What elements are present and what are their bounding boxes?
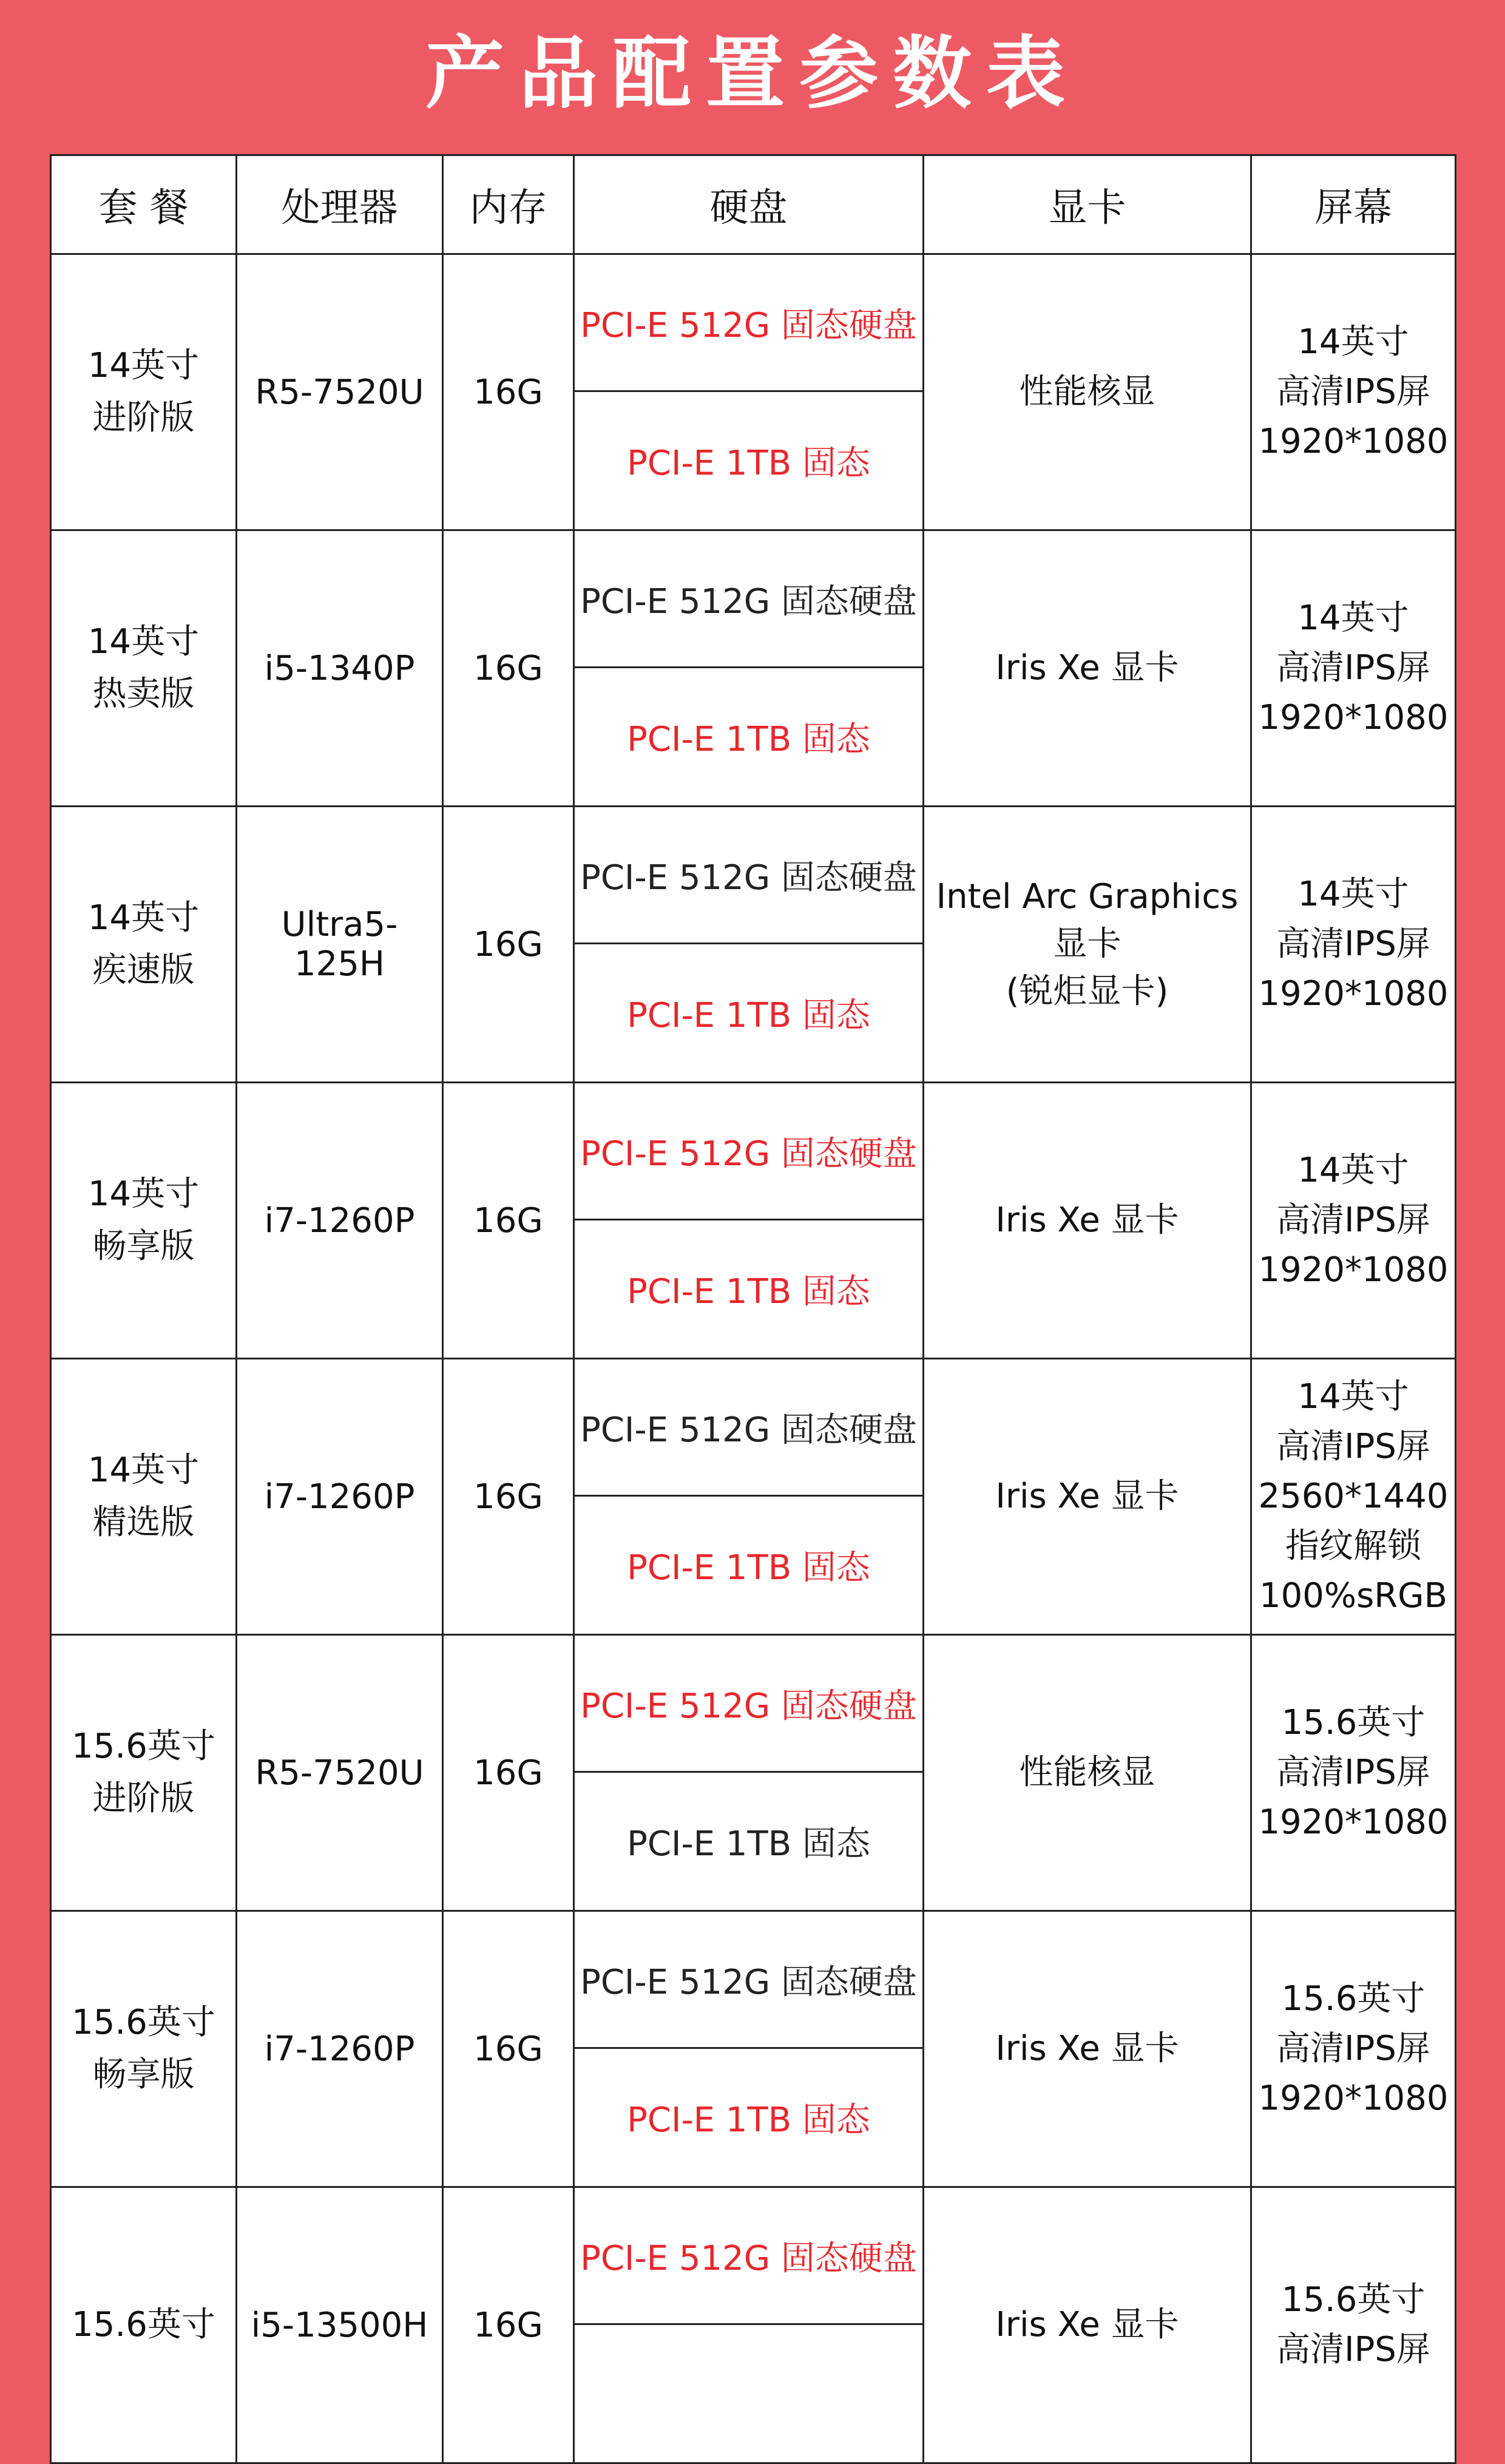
table-row	[51, 254, 1456, 530]
screen-line: 高清IPS屏	[1276, 2029, 1430, 2068]
disk-option-512g: PCI-E 512G 固态硬盘	[575, 1636, 922, 1773]
disk-cell	[574, 1359, 924, 1635]
gpu-line: 性能核显	[1019, 1753, 1155, 1792]
gpu-cell	[924, 1083, 1251, 1359]
header-disk: 硬盘	[574, 155, 924, 254]
screen-line: 指纹解锁	[1285, 1526, 1421, 1566]
ram-cell: 16G	[443, 530, 574, 807]
gpu-line: Iris Xe 显卡	[995, 2305, 1179, 2344]
cpu-cell: i5-13500H	[237, 2187, 443, 2463]
table-row	[51, 807, 1456, 1083]
plan-line: 15.6英寸	[72, 1727, 215, 1766]
screen-cell	[1251, 1635, 1456, 1911]
screen-cell	[1251, 1359, 1456, 1635]
disk-option-512g: PCI-E 512G 固态硬盘	[575, 531, 922, 668]
table-row	[51, 1911, 1456, 2187]
ram-cell: 16G	[443, 2187, 574, 2463]
plan-line: 15.6英寸	[72, 2305, 215, 2344]
plan-line: 畅享版	[92, 1227, 195, 1266]
screen-line: 高清IPS屏	[1276, 648, 1430, 688]
plan-cell	[51, 1083, 237, 1359]
screen-cell	[1251, 1911, 1456, 2187]
disk-options	[575, 807, 922, 1081]
disk-cell	[574, 254, 924, 530]
disk-option-1tb: PCI-E 1TB 固态	[627, 1824, 870, 1864]
screen-line: 14英寸	[1297, 1377, 1409, 1416]
plan-line: 15.6英寸	[72, 2003, 215, 2042]
cpu-cell: R5-7520U	[237, 1635, 443, 1911]
screen-line: 14英寸	[1297, 875, 1409, 914]
screen-line: 高清IPS屏	[1276, 372, 1430, 411]
gpu-cell	[924, 1911, 1251, 2187]
plan-cell	[51, 254, 237, 530]
screen-line: 1920*1080	[1258, 1250, 1449, 1290]
page-title: 产品配置参数表	[425, 27, 1080, 120]
plan-cell	[51, 807, 237, 1083]
screen-line: 15.6英寸	[1281, 2280, 1426, 2320]
disk-options	[575, 255, 922, 529]
disk-options	[575, 1912, 922, 2186]
disk-cell	[574, 530, 924, 807]
plan-cell	[51, 2187, 237, 2463]
header-plan: 套 餐	[51, 155, 237, 254]
disk-option-512g: PCI-E 512G 固态硬盘	[575, 1359, 922, 1497]
disk-option-1tb: PCI-E 1TB 固态	[627, 720, 870, 759]
disk-option-1tb: PCI-E 1TB 固态	[627, 2100, 870, 2140]
gpu-line: Intel Arc Graphics显卡	[936, 877, 1239, 964]
plan-line: 14英寸	[87, 1174, 200, 1214]
gpu-line: 性能核显	[1019, 372, 1155, 411]
gpu-cell	[924, 1635, 1251, 1911]
ram-cell: 16G	[443, 1083, 574, 1359]
screen-cell	[1251, 807, 1456, 1083]
plan-cell	[51, 1635, 237, 1911]
ram-cell: 16G	[443, 1359, 574, 1635]
gpu-line: Iris Xe 显卡	[995, 1477, 1179, 1516]
plan-line: 疾速版	[92, 950, 195, 990]
table-row	[51, 2187, 1456, 2463]
disk-option-512g: PCI-E 512G 固态硬盘	[575, 1912, 922, 2049]
screen-line: 1920*1080	[1258, 974, 1449, 1014]
screen-line: 1920*1080	[1258, 2079, 1449, 2118]
plan-line: 进阶版	[92, 1779, 195, 1818]
plan-cell	[51, 1359, 237, 1635]
disk-option-1tb: PCI-E 1TB 固态	[627, 1272, 870, 1312]
plan-line: 畅享版	[92, 2055, 195, 2094]
screen-line: 100%sRGB	[1259, 1576, 1447, 1616]
header-screen: 屏幕	[1251, 155, 1456, 254]
plan-cell	[51, 530, 237, 807]
screen-line: 14英寸	[1297, 322, 1409, 362]
table-row	[51, 1359, 1456, 1635]
header-row	[51, 155, 1456, 254]
plan-line: 14英寸	[87, 1450, 200, 1490]
disk-option-1tb: PCI-E 1TB 固态	[627, 444, 870, 483]
disk-option-1tb: PCI-E 1TB 固态	[627, 1548, 870, 1588]
header-cpu: 处理器	[237, 155, 443, 254]
disk-cell	[574, 2187, 924, 2463]
plan-line: 14英寸	[87, 622, 200, 662]
cpu-cell: i7-1260P	[237, 1083, 443, 1359]
disk-options	[575, 1636, 922, 1910]
header-gpu: 显卡	[924, 155, 1251, 254]
table-row	[51, 1083, 1456, 1359]
screen-line: 15.6英寸	[1281, 1979, 1426, 2019]
screen-line: 15.6英寸	[1281, 1703, 1426, 1742]
screen-cell	[1251, 2187, 1456, 2463]
gpu-cell	[924, 254, 1251, 530]
disk-options	[575, 2188, 922, 2462]
header-ram: 内存	[443, 155, 574, 254]
table-row	[51, 1635, 1456, 1911]
screen-line: 2560*1440	[1258, 1477, 1449, 1516]
ram-cell: 16G	[443, 807, 574, 1083]
screen-line: 14英寸	[1297, 1151, 1409, 1190]
cpu-cell: Ultra5-125H	[237, 807, 443, 1083]
disk-option-1tb: PCI-E 1TB 固态	[627, 996, 870, 1035]
plan-line: 14英寸	[87, 898, 200, 938]
screen-line: 高清IPS屏	[1276, 924, 1430, 964]
screen-line: 1920*1080	[1258, 1802, 1449, 1842]
disk-cell	[574, 1083, 924, 1359]
spec-body	[51, 254, 1456, 2463]
disk-options	[575, 531, 922, 805]
disk-option-1tb	[575, 2325, 922, 2462]
screen-line: 高清IPS屏	[1276, 1753, 1430, 1792]
plan-cell	[51, 1911, 237, 2187]
gpu-cell	[924, 530, 1251, 807]
plan-line: 热卖版	[92, 674, 195, 714]
disk-option-512g: PCI-E 512G 固态硬盘	[575, 2188, 922, 2325]
disk-cell	[574, 1911, 924, 2187]
gpu-cell	[924, 1359, 1251, 1635]
table-row	[51, 530, 1456, 807]
disk-options	[575, 1083, 922, 1358]
spec-table	[50, 154, 1456, 2464]
gpu-line: (锐炬显卡)	[1006, 972, 1169, 1011]
screen-line: 1920*1080	[1258, 698, 1449, 737]
screen-line: 高清IPS屏	[1276, 1200, 1430, 1240]
gpu-cell	[924, 807, 1251, 1083]
screen-cell	[1251, 530, 1456, 807]
gpu-cell	[924, 2187, 1251, 2463]
screen-cell	[1251, 1083, 1456, 1359]
screen-line: 14英寸	[1297, 598, 1409, 638]
disk-options	[575, 1359, 922, 1634]
plan-line: 精选版	[92, 1503, 195, 1542]
disk-cell	[574, 1635, 924, 1911]
disk-cell	[574, 807, 924, 1083]
gpu-line: Iris Xe 显卡	[995, 2029, 1179, 2068]
plan-line: 进阶版	[92, 398, 195, 438]
cpu-cell: i7-1260P	[237, 1911, 443, 2187]
ram-cell: 16G	[443, 254, 574, 530]
cpu-cell: i5-1340P	[237, 530, 443, 807]
screen-line: 1920*1080	[1258, 422, 1449, 461]
screen-cell	[1251, 254, 1456, 530]
disk-option-512g: PCI-E 512G 固态硬盘	[575, 1083, 922, 1220]
disk-option-512g: PCI-E 512G 固态硬盘	[575, 255, 922, 392]
cpu-cell: i7-1260P	[237, 1359, 443, 1635]
cpu-cell: R5-7520U	[237, 254, 443, 530]
screen-line: 高清IPS屏	[1276, 2330, 1430, 2369]
screen-line: 高清IPS屏	[1276, 1427, 1430, 1466]
plan-line: 14英寸	[87, 346, 200, 385]
disk-option-512g: PCI-E 512G 固态硬盘	[575, 807, 922, 944]
gpu-line: Iris Xe 显卡	[995, 648, 1179, 688]
ram-cell: 16G	[443, 1635, 574, 1911]
gpu-line: Iris Xe 显卡	[995, 1200, 1179, 1240]
ram-cell: 16G	[443, 1911, 574, 2187]
